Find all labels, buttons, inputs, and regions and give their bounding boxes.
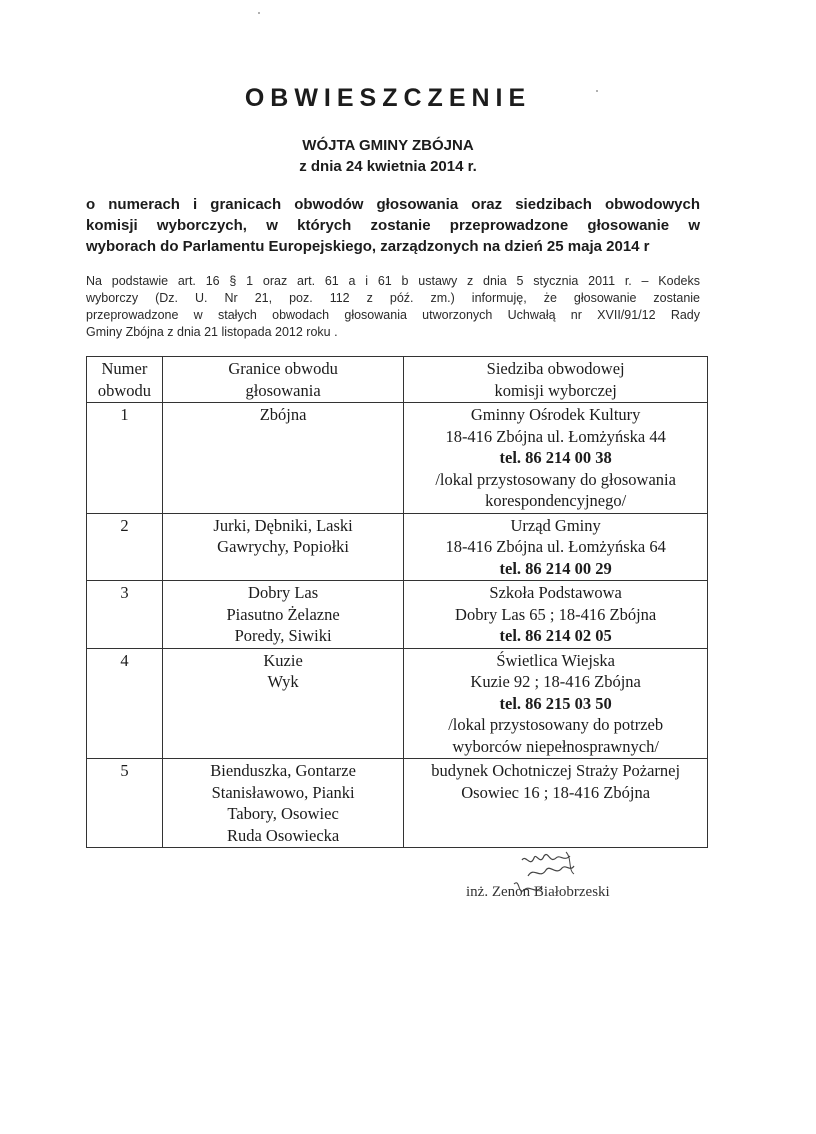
subject-line: o numerach i granicach obwodów głosowania oraz siedzibach obwodowych [86,196,700,213]
issuer-line: WÓJTA GMINY ZBÓJNA [302,137,474,154]
basis-line: wyborczy (Dz. U. Nr 21, poz. 112 z póź. zm.) informuję, że głosowanie zostanie [86,291,700,305]
district-number: 2 [87,513,163,581]
district-bounds [162,759,403,848]
phone-number: tel. 86 214 02 05 [499,626,612,645]
seat-line: Szkoła Podstawowa [489,583,622,602]
bounds-line: Gawrychy, Popiołki [217,537,349,556]
table-row [87,581,708,649]
seat-line: Gminny Ośrodek Kultury [470,405,641,424]
bounds-line: Zbójna [259,405,307,424]
header-seat [404,357,708,403]
table-row [87,648,708,759]
bounds-line: Bienduszka, Gontarze [210,761,356,780]
district-seat [404,581,708,649]
seat-line: Świetlica Wiejska [496,650,615,670]
bounds-line: Poredy, Siwiki [234,626,332,645]
district-seat [404,403,708,514]
seat-note: wyborców niepełnosprawnych/ [452,736,659,756]
date-line: z dnia 24 kwietnia 2014 r. [299,158,477,175]
seat-line: 18-416 Zbójna ul. Łomżyńska 64 [445,537,666,556]
seat-line: Osowiec 16 ; 18-416 Zbójna [461,782,651,802]
header-number [87,357,163,403]
basis-line: przeprowadzone w stałych obwodach głosowania utworzonych Uchwałą nr XVII/91/12 Rady [86,308,700,322]
header-line: Granice obwodu [228,359,338,378]
basis-line: Na podstawie art. 16 § 1 oraz art. 61 a i 61 b ustawy z dnia 5 stycznia 2011 r. – Kodeks [86,274,700,288]
legal-basis-paragraph [86,273,700,341]
header-line: Numer [101,359,148,378]
bounds-line: Ruda Osowiecka [226,825,340,845]
table-row [87,513,708,581]
districts-table [86,356,708,848]
signatory-name: inż. Zenon Białobrzeski [466,884,610,900]
table-row [87,403,708,514]
bounds-line: Kuzie [263,650,303,670]
district-number: 4 [87,648,163,759]
table-row [87,759,708,848]
district-number: 3 [87,581,163,649]
seat-line: Kuzie 92 ; 18-416 Zbójna [470,672,641,691]
document-title: OBWIESZCZENIE [244,84,532,112]
header-line: komisji wyborczej [494,380,617,400]
bounds-line: Dobry Las [248,583,319,602]
seat-note: /lokal przystosowany do potrzeb [448,715,664,734]
header-line: obwodu [97,380,152,400]
bounds-line: Jurki, Dębniki, Laski [213,515,353,535]
header-bounds [162,357,403,403]
seat-line: 18-416 Zbójna ul. Łomżyńska 44 [445,426,666,446]
district-number: 1 [87,403,163,514]
phone-number: tel. 86 214 00 38 [499,448,612,467]
seat-note: /lokal przystosowany do głosowania [435,469,676,489]
seat-line: budynek Ochotniczej Straży Pożarnej [431,761,681,780]
bounds-line: Piasutno Żelazne [226,604,340,624]
phone-number: tel. 86 215 03 50 [499,693,612,713]
district-seat [404,513,708,581]
header-line: Siedziba obwodowej [486,359,625,378]
scan-speck [258,12,260,14]
district-number: 5 [87,759,163,848]
bounds-line: Stanisławowo, Pianki [211,782,355,802]
subject-paragraph [86,194,700,257]
district-bounds [162,513,403,581]
district-seat [404,759,708,848]
district-seat [404,648,708,759]
seat-line: Dobry Las 65 ; 18-416 Zbójna [455,604,657,624]
district-bounds [162,403,403,514]
bounds-line: Tabory, Osowiec [227,804,339,823]
subject-line: komisji wyborczych, w których zostanie przeprowadzone głosowanie w [86,217,700,234]
district-bounds [162,648,403,759]
seat-line: Urząd Gminy [510,515,601,535]
seat-note: korespondencyjnego/ [485,491,627,510]
subject-line: wyborach do Parlamentu Europejskiego, zarządzonych na dzień 25 maja 2014 r [86,238,650,255]
bounds-line: Wyk [267,672,299,691]
table-header-row [87,357,708,403]
basis-line: Gminy Zbójna z dnia 21 listopada 2012 roku . [86,325,338,339]
district-bounds [162,581,403,649]
phone-number: tel. 86 214 00 29 [499,558,612,578]
header-line: głosowania [245,380,321,400]
